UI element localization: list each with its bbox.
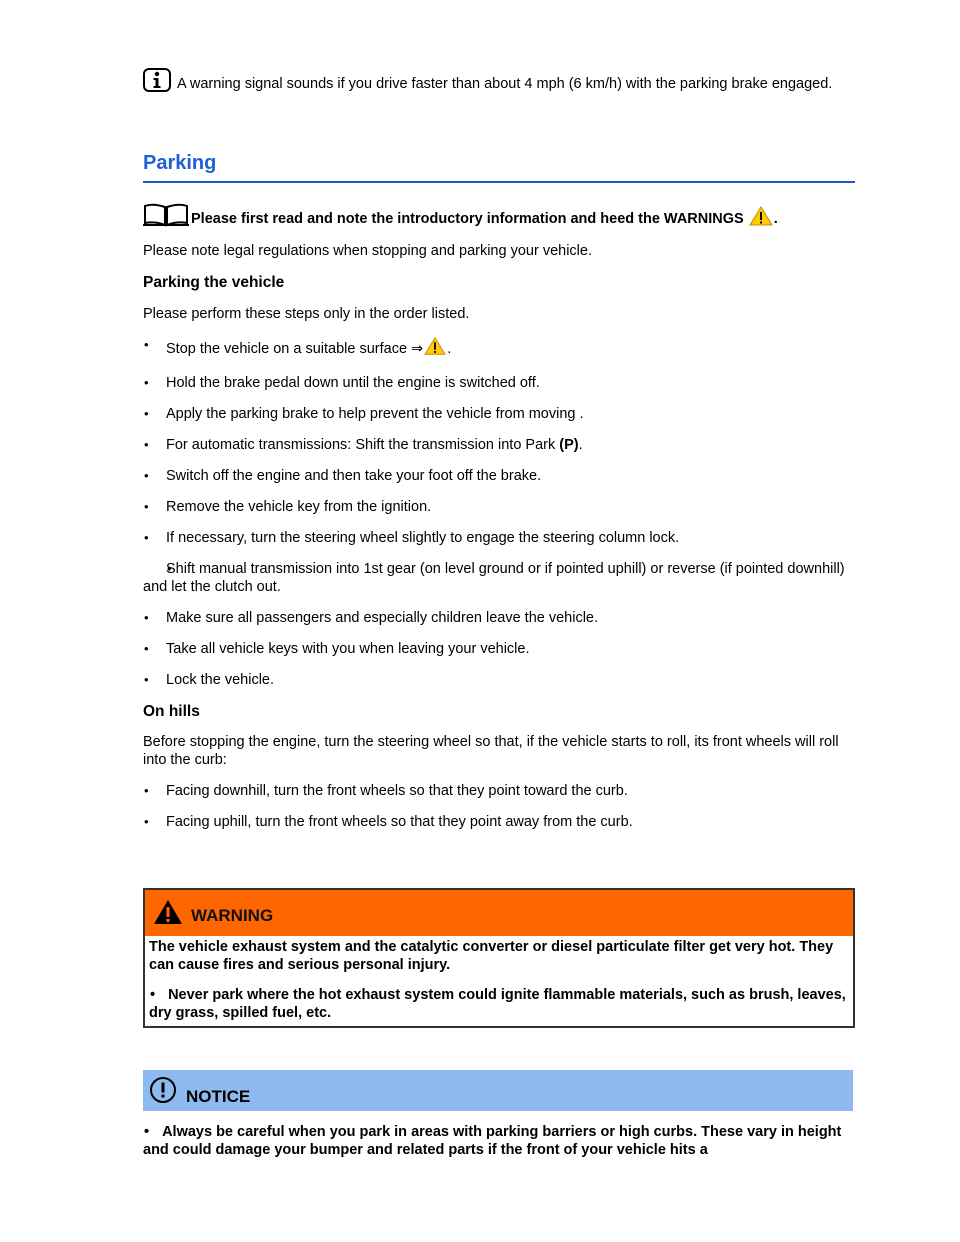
list-item: • Facing downhill, turn the front wheels so that they point toward the curb. (143, 782, 855, 800)
warning-icon (153, 899, 183, 930)
list-item (143, 436, 855, 454)
notice-label: NOTICE (186, 1087, 251, 1106)
notice-header (143, 1070, 853, 1111)
legal-note: Please note legal regulations when stopping and parking your vehicle. (143, 243, 592, 259)
heading-parking-vehicle: Parking the vehicle (143, 274, 285, 291)
step-end: . (578, 437, 583, 453)
book-icon (143, 203, 189, 233)
warning-triangle-icon[interactable] (424, 336, 446, 361)
warning-header (145, 890, 853, 936)
warning-triangle-icon (749, 206, 773, 232)
intro-text (143, 203, 855, 233)
step-text: Stop the vehicle on a suitable surface ⇒ (166, 341, 424, 357)
list-item: • Facing uphill, turn the front wheels so that they point away from the curb. (143, 813, 855, 831)
step-end: . (447, 341, 452, 357)
list-item: • Take all vehicle keys with you when leaving your vehicle. (143, 640, 855, 658)
warning-label: WARNING (191, 906, 274, 925)
info-note-text: A warning signal sounds if you drive faster than about 4 mph (6 km/h) with the parking brake engaged. (177, 76, 833, 92)
warning-body (145, 938, 853, 1026)
info-note (143, 68, 855, 97)
intro-end: . (773, 211, 778, 227)
heading-on-hills: On hills (143, 703, 200, 720)
notice-item-text: Always be careful when you park in areas with parking barriers or high curbs. These vary in height and could damage your bumper and related parts if the front of your vehicle hits a (143, 1124, 842, 1158)
park-gear-label: (P) (559, 437, 579, 453)
step-text: For automatic transmissions: Shift the transmission into Park (166, 437, 556, 453)
exclamation-circle-icon (149, 1076, 177, 1109)
parking-steps-list (143, 336, 855, 689)
list-item: • Remove the vehicle key from the ignition. (143, 498, 855, 516)
steps-lead: Please perform these steps only in the order listed. (143, 306, 470, 322)
list-item: • Switch off the engine and then take your foot off the brake. (143, 467, 855, 485)
list-item: • Lock the vehicle. (143, 671, 855, 689)
list-item: • Apply the parking brake to help prevent the vehicle from moving . (143, 405, 855, 423)
list-item: • Hold the brake pedal down until the engine is switched off. (143, 374, 855, 392)
hills-list (143, 782, 855, 831)
section-title: Parking (143, 152, 855, 183)
intro-label: Please first read and note the introductory information and heed the WARNINGS (191, 211, 744, 227)
warning-item: • Never park where the hot exhaust system could ignite flammable materials, such as brush, leaves, dry grass, spilled fuel, etc. (149, 987, 846, 1021)
list-item: • Shift manual transmission into 1st gear (on level ground or if pointed uphill) or reverse (if pointed downhill) and let the clutch out. (143, 560, 855, 596)
list-item: • If necessary, turn the steering wheel slightly to engage the steering column lock. (143, 529, 855, 547)
warning-box (143, 888, 855, 1028)
hills-lead: Before stopping the engine, turn the steering wheel so that, if the vehicle starts to roll, its front wheels will roll into the curb: (143, 734, 839, 768)
list-item (143, 336, 855, 361)
manual-page (143, 68, 855, 831)
notice-item: • Always be careful when you park in areas with parking barriers or high curbs. These vary in height and could damage your bumper and related parts if the front of your vehicle hits a (143, 1124, 842, 1158)
info-icon (143, 68, 171, 97)
notice-box (143, 1070, 853, 1159)
list-item: • Make sure all passengers and especially children leave the vehicle. (143, 609, 855, 627)
warning-item-text: Never park where the hot exhaust system could ignite flammable materials, such as brush, leaves, dry grass, spilled fuel, etc. (149, 987, 846, 1021)
warning-text: The vehicle exhaust system and the catalytic converter or diesel particulate filter get very hot. They can cause fires and serious personal injury. (149, 939, 834, 973)
